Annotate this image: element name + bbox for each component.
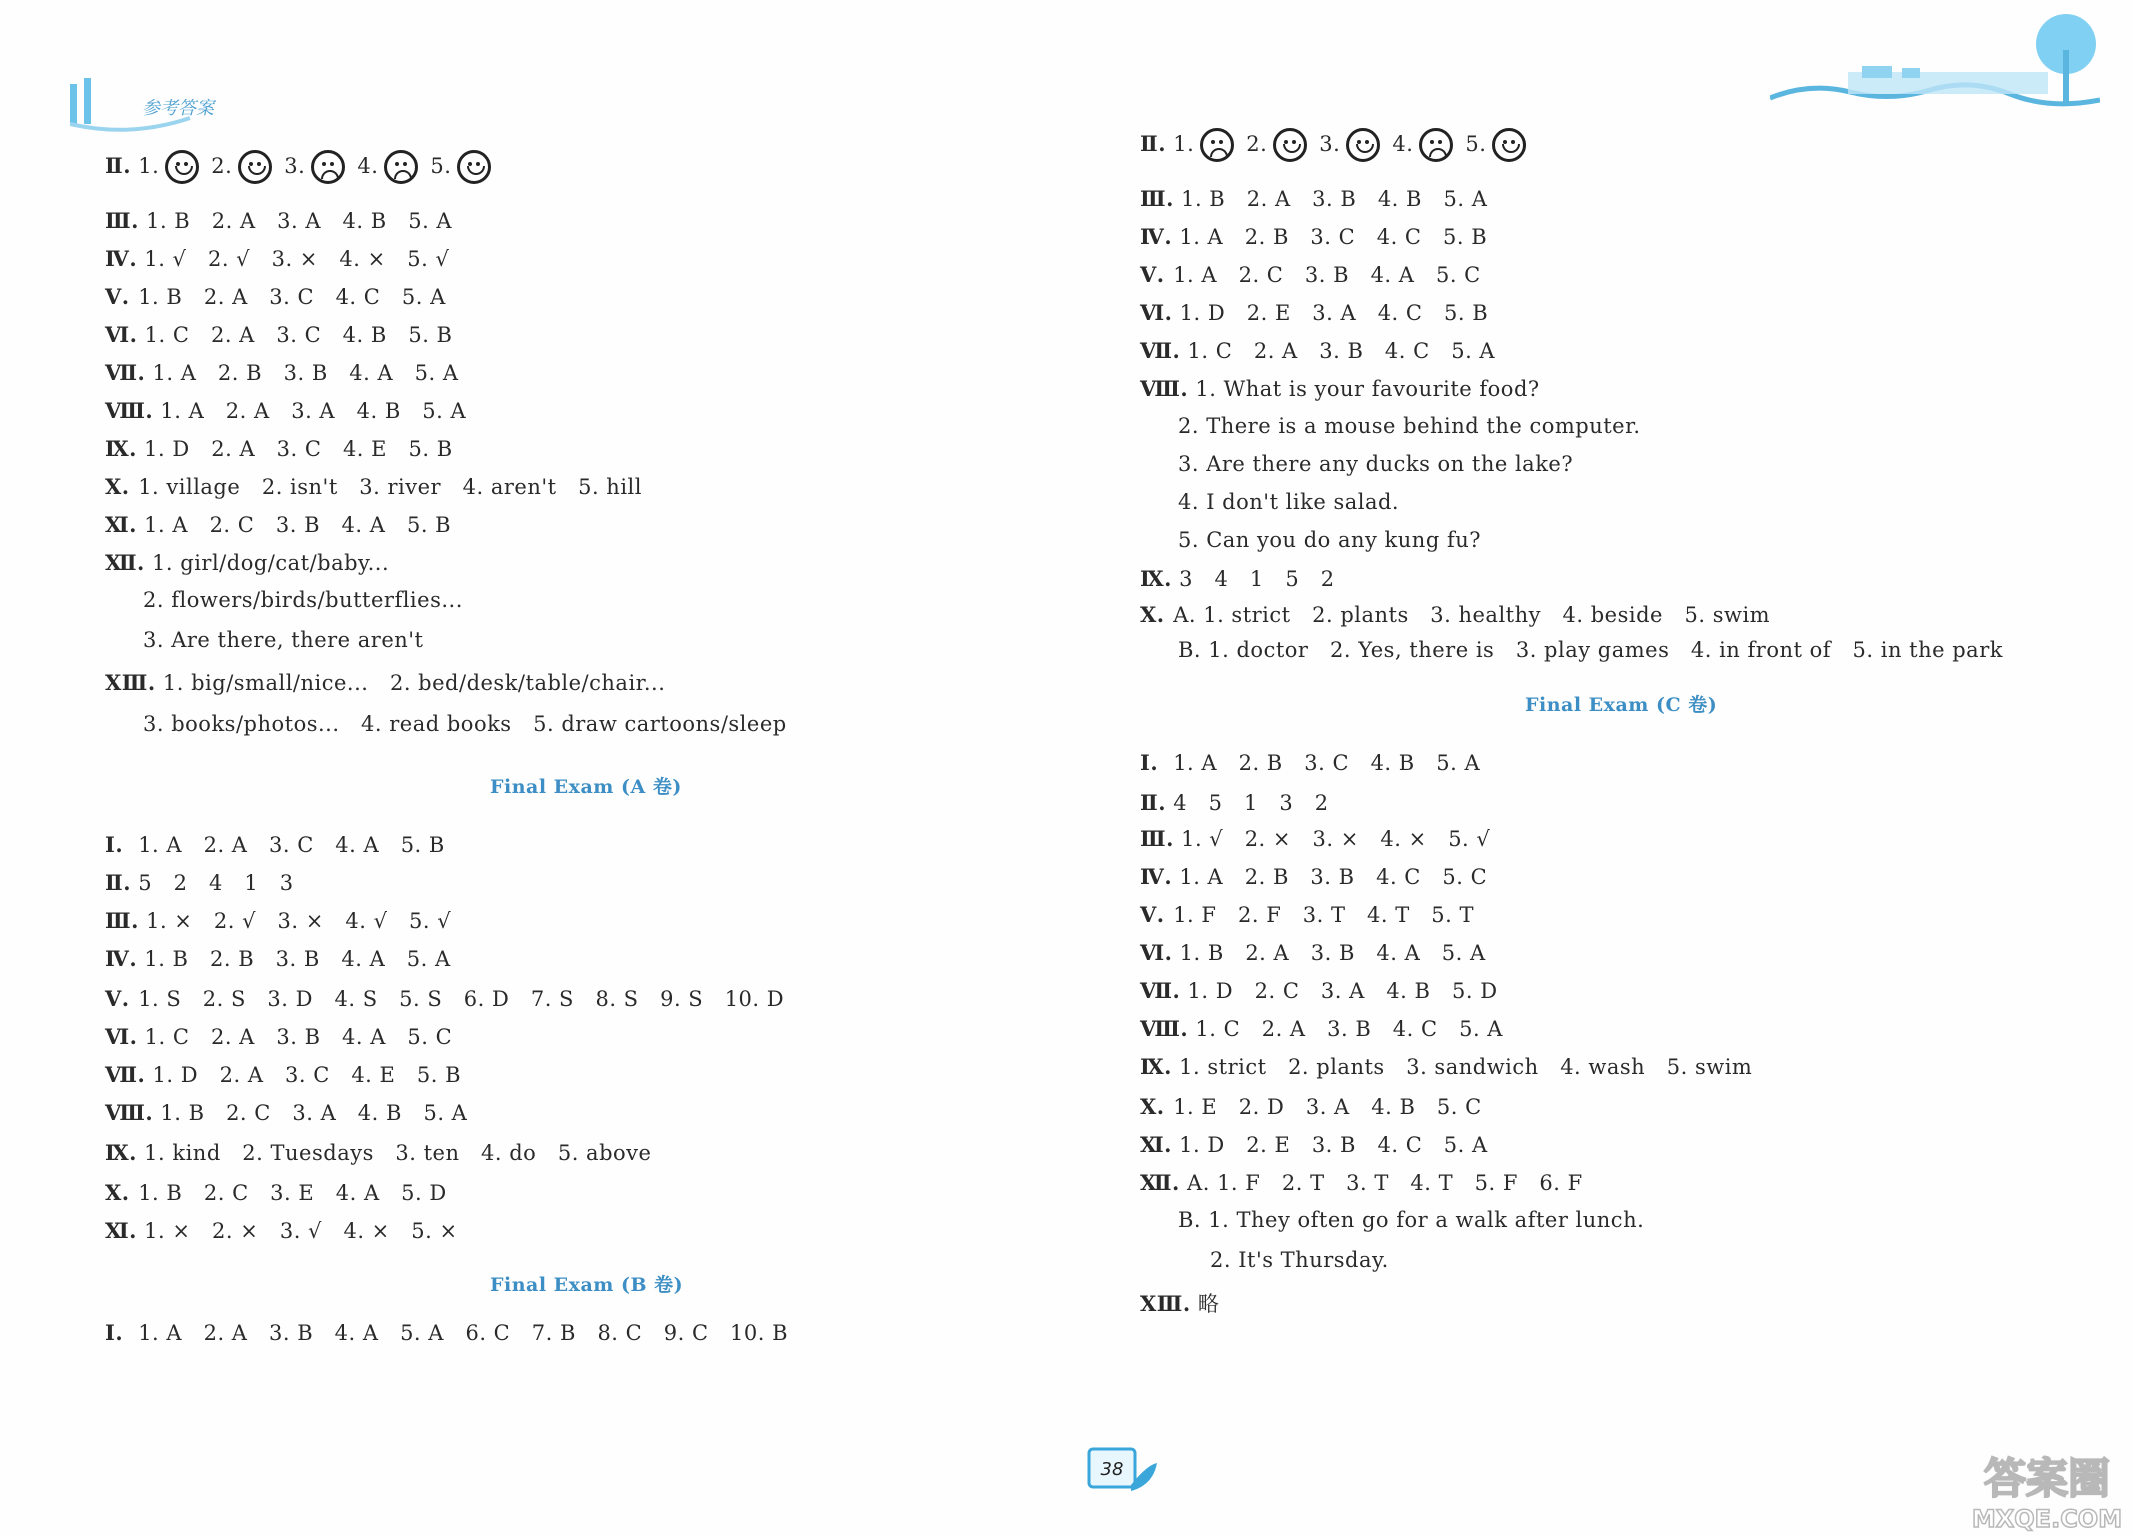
section-heading: Final Exam (C 卷)	[1525, 694, 1718, 716]
answer-text: 1. C 2. A 3. B 4. C 5. A	[1195, 1017, 1503, 1041]
answer-text: 1. village 2. isn't 3. river 4. aren't 5. hill	[138, 475, 642, 499]
answer-text: 2. It's Thursday.	[1210, 1248, 1389, 1272]
question-number: Ⅵ.	[1140, 300, 1173, 325]
answer-text: 1. girl/dog/cat/baby...	[152, 551, 390, 575]
answer-text: 1. A 2. B 3. B 4. A 5. A	[152, 361, 459, 385]
header-left-title: 参考答案	[142, 98, 214, 119]
question-number: Ⅱ.	[1140, 790, 1167, 815]
answer-text: 1. D 2. E 3. A 4. C 5. B	[1179, 301, 1489, 325]
answer-line	[1140, 1170, 1583, 1195]
page-number-badge	[1085, 1445, 1159, 1495]
question-number: Ⅲ.	[1140, 826, 1174, 851]
question-number: ⅩⅢ.	[105, 670, 156, 695]
answer-line	[105, 1180, 447, 1205]
answer-line	[1178, 528, 1481, 552]
answer-text: 3. Are there any ducks on the lake?	[1178, 452, 1574, 476]
answer-line	[105, 150, 503, 184]
answer-text: 1. × 2. × 3. √ 4. × 5. ×	[144, 1219, 458, 1243]
question-number: Ⅲ.	[105, 208, 139, 233]
sad-face-icon	[1200, 128, 1234, 162]
answer-text: 1. B 2. A 3. C 4. C 5. A	[138, 285, 446, 309]
question-number: Ⅱ.	[105, 152, 132, 178]
answer-text: 1. A 2. C 3. B 4. A 5. C	[1173, 263, 1481, 287]
answer-line	[1140, 1094, 1482, 1119]
smiley-face-icon	[457, 150, 491, 184]
question-number: Ⅴ.	[1140, 262, 1165, 287]
answer-text: 4. I don't like salad.	[1178, 490, 1400, 514]
answer-line	[1210, 1248, 1389, 1272]
question-number: Ⅺ.	[105, 512, 137, 537]
answer-text: B. 1. doctor 2. Yes, there is 3. play games 4. in front of 5. in the park	[1178, 638, 2003, 662]
question-number: Ⅲ.	[105, 908, 139, 933]
answer-text: 5. Can you do any kung fu?	[1178, 528, 1482, 552]
answer-line	[143, 588, 463, 612]
answer-line	[1140, 1016, 1503, 1041]
question-number: Ⅺ.	[105, 1218, 137, 1243]
question-number: ⅩⅢ.	[1140, 1291, 1191, 1316]
question-number: Ⅰ.	[105, 1320, 124, 1345]
answer-text: B. 1. They often go for a walk after lunch.	[1178, 1208, 1645, 1232]
answer-text: 3. books/photos... 4. read books 5. draw cartoons/sleep	[143, 712, 787, 736]
item-number: 1.	[1173, 131, 1195, 156]
question-number: Ⅳ.	[1140, 864, 1173, 889]
item-number: 4.	[1392, 131, 1414, 156]
question-number: Ⅸ.	[1140, 1054, 1172, 1079]
answer-text: 1. B 2. C 3. A 4. B 5. A	[160, 1101, 468, 1125]
answer-text: 1. C 2. A 3. B 4. A 5. C	[144, 1025, 453, 1049]
section-heading: Final Exam (B 卷)	[490, 1274, 684, 1296]
question-number: Ⅹ.	[105, 1180, 130, 1205]
answer-line	[1140, 978, 1498, 1003]
answer-line	[1140, 864, 1487, 889]
answer-line	[105, 398, 466, 423]
answer-line	[105, 1062, 461, 1087]
answer-line	[105, 360, 459, 385]
answer-text: 1. C 2. A 3. B 4. C 5. A	[1187, 339, 1496, 363]
question-number: Ⅲ.	[1140, 186, 1174, 211]
question-number: Ⅹ.	[105, 474, 130, 499]
answer-line	[1140, 940, 1486, 965]
answer-text: 1. A 2. A 3. B 4. A 5. A 6. C 7. B 8. C 9. C 10. B	[138, 1321, 789, 1345]
item-number: 5.	[1465, 131, 1487, 156]
answer-text: 1. C 2. A 3. C 4. B 5. B	[144, 323, 453, 347]
answer-text: 3 4 1 5 2	[1179, 567, 1335, 591]
answer-text: 1. D 2. A 3. C 4. E 5. B	[152, 1063, 462, 1087]
answer-line	[1178, 638, 2003, 662]
question-number: Ⅶ.	[105, 1062, 146, 1087]
smiley-face-icon	[238, 150, 272, 184]
question-number: Ⅰ.	[1140, 750, 1159, 775]
answer-text: 1. B 2. A 3. B 4. A 5. A	[1179, 941, 1486, 965]
answer-text: 1. B 2. A 3. B 4. B 5. A	[1181, 187, 1488, 211]
answer-line	[105, 322, 452, 347]
answer-text: 1. What is your favourite food?	[1195, 377, 1540, 401]
answer-line	[1140, 902, 1474, 927]
watermark-logo	[1962, 1445, 2132, 1535]
answer-text: 1. A 2. A 3. A 4. B 5. A	[160, 399, 467, 423]
item-number: 4.	[357, 153, 379, 178]
answer-line	[1178, 452, 1573, 476]
question-number: Ⅳ.	[105, 246, 138, 271]
sad-face-icon	[384, 150, 418, 184]
answer-line	[1140, 300, 1488, 325]
sad-face-icon	[1419, 128, 1453, 162]
question-number: Ⅸ.	[105, 436, 137, 461]
answer-text: 1. D 2. E 3. B 4. C 5. A	[1179, 1133, 1488, 1157]
smiley-face-icon	[1273, 128, 1307, 162]
watermark-top-text: 答案圈	[1983, 1454, 2111, 1503]
answer-text: 1. strict 2. plants 3. sandwich 4. wash 5. swim	[1179, 1055, 1753, 1079]
item-number: 3.	[284, 153, 306, 178]
answer-line	[143, 712, 787, 736]
question-number: Ⅶ.	[1140, 338, 1181, 363]
answer-text: 1. E 2. D 3. A 4. B 5. C	[1173, 1095, 1482, 1119]
answer-text: A. 1. F 2. T 3. T 4. T 5. F 6. F	[1187, 1171, 1583, 1195]
answer-line	[1178, 1208, 1644, 1232]
question-number: Ⅴ.	[105, 284, 130, 309]
question-number: Ⅶ.	[105, 360, 146, 385]
answer-text: 2. There is a mouse behind the computer.	[1178, 414, 1641, 438]
question-number: Ⅴ.	[105, 986, 130, 1011]
answer-line	[1140, 750, 1480, 775]
smiley-face-icon	[1346, 128, 1380, 162]
answer-text: 1. A 2. B 3. C 4. B 5. A	[1173, 751, 1481, 775]
item-number: 5.	[430, 153, 452, 178]
answer-line	[1140, 1132, 1488, 1157]
answer-text: 1. B 2. A 3. A 4. B 5. A	[146, 209, 453, 233]
smiley-face-icon	[165, 150, 199, 184]
question-number: Ⅵ.	[105, 1024, 138, 1049]
question-number: Ⅱ.	[1140, 130, 1167, 156]
question-number: Ⅷ.	[1140, 376, 1189, 401]
answer-text: 1. B 2. B 3. B 4. A 5. A	[144, 947, 451, 971]
answer-text: 4 5 1 3 2	[1173, 791, 1329, 815]
answer-text: 1. A 2. A 3. C 4. A 5. B	[138, 833, 445, 857]
answer-line	[1140, 1054, 1752, 1079]
answer-line	[105, 908, 451, 933]
question-number: Ⅱ.	[105, 870, 132, 895]
answer-text: 1. kind 2. Tuesdays 3. ten 4. do 5. above	[144, 1141, 652, 1165]
answer-line	[105, 1140, 651, 1165]
answer-line	[1140, 602, 1770, 627]
question-number: Ⅻ.	[105, 550, 145, 575]
answer-line	[105, 1100, 467, 1125]
question-number: Ⅷ.	[105, 1100, 154, 1125]
answer-line	[1140, 826, 1490, 851]
question-number: Ⅰ.	[105, 832, 124, 857]
answer-text: A. 1. strict 2. plants 3. healthy 4. beside 5. swim	[1173, 603, 1771, 627]
answer-line	[1140, 376, 1540, 401]
answer-text: 1. F 2. F 3. T 4. T 5. T	[1173, 903, 1475, 927]
question-number: Ⅷ.	[105, 398, 154, 423]
answer-line	[1140, 262, 1481, 287]
answer-text: 1. B 2. C 3. E 4. A 5. D	[138, 1181, 447, 1205]
answer-text: 1. × 2. √ 3. × 4. √ 5. √	[146, 909, 452, 933]
answer-line	[105, 986, 784, 1011]
answer-line	[1140, 1288, 1219, 1318]
answer-line	[105, 284, 446, 309]
answer-line	[105, 832, 445, 857]
answer-line	[105, 1024, 452, 1049]
answer-line	[105, 550, 389, 575]
answer-line	[105, 1218, 458, 1243]
answer-text: 1. A 2. B 3. B 4. C 5. C	[1179, 865, 1488, 889]
question-number: Ⅹ.	[1140, 1094, 1165, 1119]
question-number: Ⅹ.	[1140, 602, 1165, 627]
answer-line	[143, 628, 423, 652]
sad-face-icon	[311, 150, 345, 184]
answer-line	[1140, 566, 1335, 591]
answer-line	[1140, 338, 1495, 363]
answer-text: 2. flowers/birds/butterflies...	[143, 588, 463, 612]
watermark-bottom-text: MXQE.COM	[1971, 1505, 2123, 1533]
answer-text: 略	[1197, 1292, 1220, 1316]
answer-line	[105, 670, 665, 695]
answer-line	[1178, 490, 1399, 514]
question-number: Ⅵ.	[1140, 940, 1173, 965]
item-number: 2.	[211, 153, 233, 178]
answer-line	[1140, 186, 1487, 211]
question-number: Ⅵ.	[105, 322, 138, 347]
page-number: 38	[1100, 1459, 1124, 1480]
answer-text: 1. D 2. A 3. C 4. E 5. B	[144, 437, 453, 461]
answer-text: 3. Are there, there aren't	[143, 628, 424, 652]
answer-line	[105, 1320, 788, 1345]
question-number: Ⅳ.	[105, 946, 138, 971]
smiley-face-icon	[1492, 128, 1526, 162]
answer-line	[1140, 224, 1487, 249]
answer-line	[105, 436, 453, 461]
section-heading: Final Exam (A 卷)	[490, 776, 682, 798]
answer-text: 1. √ 2. √ 3. × 4. × 5. √	[144, 247, 450, 271]
header-right-banner	[1770, 10, 2100, 110]
item-number: 1.	[138, 153, 160, 178]
question-number: Ⅴ.	[1140, 902, 1165, 927]
question-number: Ⅷ.	[1140, 1016, 1189, 1041]
answer-line	[105, 246, 449, 271]
answer-line	[105, 870, 294, 895]
item-number: 2.	[1246, 131, 1268, 156]
answer-line	[105, 208, 452, 233]
question-number: Ⅺ.	[1140, 1132, 1172, 1157]
answer-line	[105, 512, 451, 537]
question-number: Ⅳ.	[1140, 224, 1173, 249]
question-number: Ⅻ.	[1140, 1170, 1180, 1195]
answer-text: 1. √ 2. × 3. × 4. × 5. √	[1181, 827, 1491, 851]
answer-text: 1. A 2. C 3. B 4. A 5. B	[144, 513, 452, 537]
answer-line	[1140, 128, 1538, 162]
answer-line	[105, 946, 451, 971]
answer-text: 1. A 2. B 3. C 4. C 5. B	[1179, 225, 1488, 249]
question-number: Ⅸ.	[1140, 566, 1172, 591]
answer-text: 5 2 4 1 3	[138, 871, 294, 895]
question-number: Ⅶ.	[1140, 978, 1181, 1003]
answer-line	[1178, 414, 1641, 438]
question-number: Ⅸ.	[105, 1140, 137, 1165]
answer-text: 1. big/small/nice... 2. bed/desk/table/chair...	[162, 671, 666, 695]
answer-text: 1. D 2. C 3. A 4. B 5. D	[1187, 979, 1498, 1003]
answer-text: 1. S 2. S 3. D 4. S 5. S 6. D 7. S 8. S 9. S 10. D	[138, 987, 785, 1011]
item-number: 3.	[1319, 131, 1341, 156]
answer-line	[1140, 790, 1329, 815]
header-left-logo	[70, 78, 250, 134]
answer-line	[105, 474, 642, 499]
